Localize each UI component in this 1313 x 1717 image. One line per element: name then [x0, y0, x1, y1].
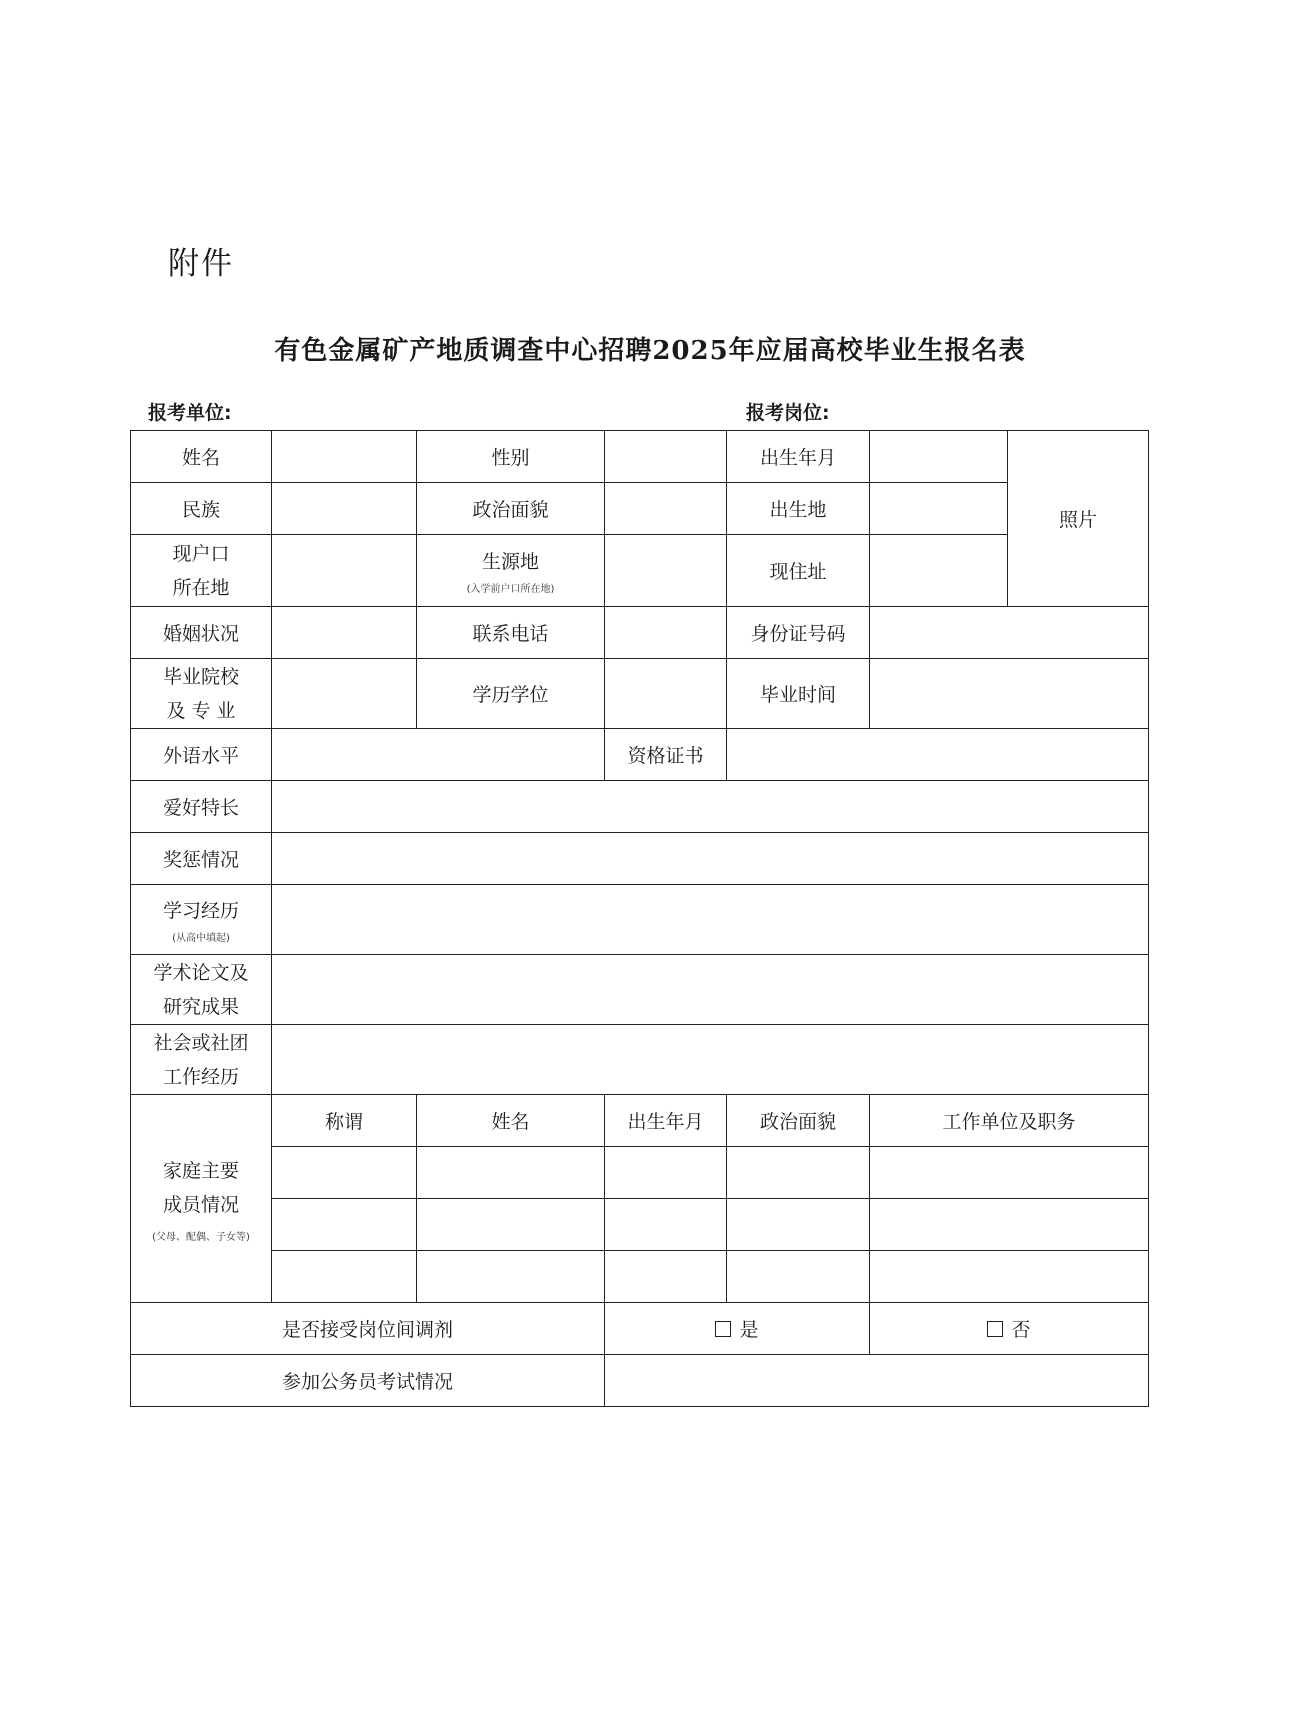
- family-label: [131, 1095, 272, 1303]
- adjust-no-option[interactable]: [870, 1303, 1149, 1355]
- family-relation-cell[interactable]: [272, 1147, 417, 1199]
- family-work-cell[interactable]: [870, 1199, 1149, 1251]
- grad-time-label: 毕业时间: [727, 659, 870, 729]
- yes-label: 是: [739, 1319, 759, 1341]
- family-label-line1: 家庭主要: [162, 1160, 239, 1182]
- family-relation-cell[interactable]: [272, 1199, 417, 1251]
- apply-position-label: 报考岗位:: [746, 402, 830, 424]
- family-label-line2: 成员情况: [162, 1194, 239, 1216]
- hukou-label-line2: 所在地: [172, 576, 230, 599]
- family-row: [131, 1147, 1149, 1199]
- language-input-cell[interactable]: [272, 729, 605, 781]
- social-label-line1: 社会或社团: [153, 1031, 249, 1054]
- social-label-line2: 工作经历: [162, 1065, 239, 1088]
- family-political-cell[interactable]: [727, 1147, 870, 1199]
- hobbies-input-cell[interactable]: [272, 781, 1149, 833]
- origin-label: [417, 535, 605, 607]
- birthplace-label: 出生地: [727, 483, 870, 535]
- hukou-label: [131, 535, 272, 607]
- gender-label: 性别: [417, 431, 605, 483]
- name-label: 姓名: [131, 431, 272, 483]
- family-birth-cell[interactable]: [605, 1251, 727, 1303]
- awards-label: 奖惩情况: [131, 833, 272, 885]
- accept-adjust-label: 是否接受岗位间调剂: [131, 1303, 605, 1355]
- attachment-label: 附件: [168, 246, 234, 282]
- papers-input-cell[interactable]: [272, 955, 1149, 1025]
- family-birth-cell[interactable]: [605, 1147, 727, 1199]
- family-header-work: 工作单位及职务: [870, 1095, 1149, 1147]
- family-header-political: 政治面貌: [727, 1095, 870, 1147]
- family-name-cell[interactable]: [417, 1199, 605, 1251]
- certificate-label: 资格证书: [605, 729, 727, 781]
- birth-label: 出生年月: [727, 431, 870, 483]
- papers-label-line1: 学术论文及: [153, 961, 249, 984]
- registration-form-table: [130, 430, 1149, 1407]
- study-history-label: [131, 885, 272, 955]
- papers-label: [131, 955, 272, 1025]
- family-work-cell[interactable]: [870, 1147, 1149, 1199]
- study-history-label-text: 学习经历: [162, 899, 239, 922]
- origin-note: (入学前户口所在地): [466, 583, 555, 595]
- no-label: 否: [1011, 1319, 1031, 1341]
- civil-exam-label: 参加公务员考试情况: [131, 1355, 605, 1407]
- political-input-cell[interactable]: [605, 483, 727, 535]
- ethnicity-label: 民族: [131, 483, 272, 535]
- birthplace-input-cell[interactable]: [870, 483, 1008, 535]
- school-label-line1: 毕业院校: [162, 665, 239, 688]
- papers-label-line2: 研究成果: [162, 995, 239, 1018]
- civil-exam-input-cell[interactable]: [605, 1355, 1149, 1407]
- school-label: [131, 659, 272, 729]
- origin-label-text: 生源地: [481, 550, 539, 573]
- phone-input-cell[interactable]: [605, 607, 727, 659]
- family-header-birth: 出生年月: [605, 1095, 727, 1147]
- no-checkbox[interactable]: [987, 1321, 1003, 1337]
- gender-input-cell[interactable]: [605, 431, 727, 483]
- birth-input-cell[interactable]: [870, 431, 1008, 483]
- awards-input-cell[interactable]: [272, 833, 1149, 885]
- family-note: (父母、配偶、子女等): [152, 1232, 250, 1243]
- ethnicity-input-cell[interactable]: [272, 483, 417, 535]
- family-name-cell[interactable]: [417, 1147, 605, 1199]
- family-birth-cell[interactable]: [605, 1199, 727, 1251]
- study-history-input-cell[interactable]: [272, 885, 1149, 955]
- yes-checkbox[interactable]: [715, 1321, 731, 1337]
- photo-cell[interactable]: 照片: [1008, 431, 1149, 607]
- political-label: 政治面貌: [417, 483, 605, 535]
- apply-unit-label: 报考单位:: [148, 402, 232, 424]
- social-label: [131, 1025, 272, 1095]
- family-relation-cell[interactable]: [272, 1251, 417, 1303]
- address-input-cell[interactable]: [870, 535, 1008, 607]
- family-header-name: 姓名: [417, 1095, 605, 1147]
- language-label: 外语水平: [131, 729, 272, 781]
- school-label-line2: 及 专 业: [166, 699, 236, 722]
- certificate-input-cell[interactable]: [727, 729, 1149, 781]
- id-number-label: 身份证号码: [727, 607, 870, 659]
- address-label: 现住址: [727, 535, 870, 607]
- social-input-cell[interactable]: [272, 1025, 1149, 1095]
- study-history-note: (从高中填起): [172, 932, 230, 944]
- family-work-cell[interactable]: [870, 1251, 1149, 1303]
- hukou-label-line1: 现户口: [172, 542, 230, 565]
- family-name-cell[interactable]: [417, 1251, 605, 1303]
- name-input-cell[interactable]: [272, 431, 417, 483]
- marital-input-cell[interactable]: [272, 607, 417, 659]
- marital-label: 婚姻状况: [131, 607, 272, 659]
- school-input-cell[interactable]: [272, 659, 417, 729]
- adjust-yes-option[interactable]: [605, 1303, 870, 1355]
- id-number-input-cell[interactable]: [870, 607, 1149, 659]
- hukou-input-cell[interactable]: [272, 535, 417, 607]
- family-row: [131, 1251, 1149, 1303]
- grad-time-input-cell[interactable]: [870, 659, 1149, 729]
- family-political-cell[interactable]: [727, 1199, 870, 1251]
- hobbies-label: 爱好特长: [131, 781, 272, 833]
- family-row: [131, 1199, 1149, 1251]
- family-political-cell[interactable]: [727, 1251, 870, 1303]
- family-header-relation: 称谓: [272, 1095, 417, 1147]
- phone-label: 联系电话: [417, 607, 605, 659]
- form-title: 有色金属矿产地质调查中心招聘2025年应届高校毕业生报名表: [274, 336, 1026, 366]
- degree-label: 学历学位: [417, 659, 605, 729]
- origin-input-cell[interactable]: [605, 535, 727, 607]
- degree-input-cell[interactable]: [605, 659, 727, 729]
